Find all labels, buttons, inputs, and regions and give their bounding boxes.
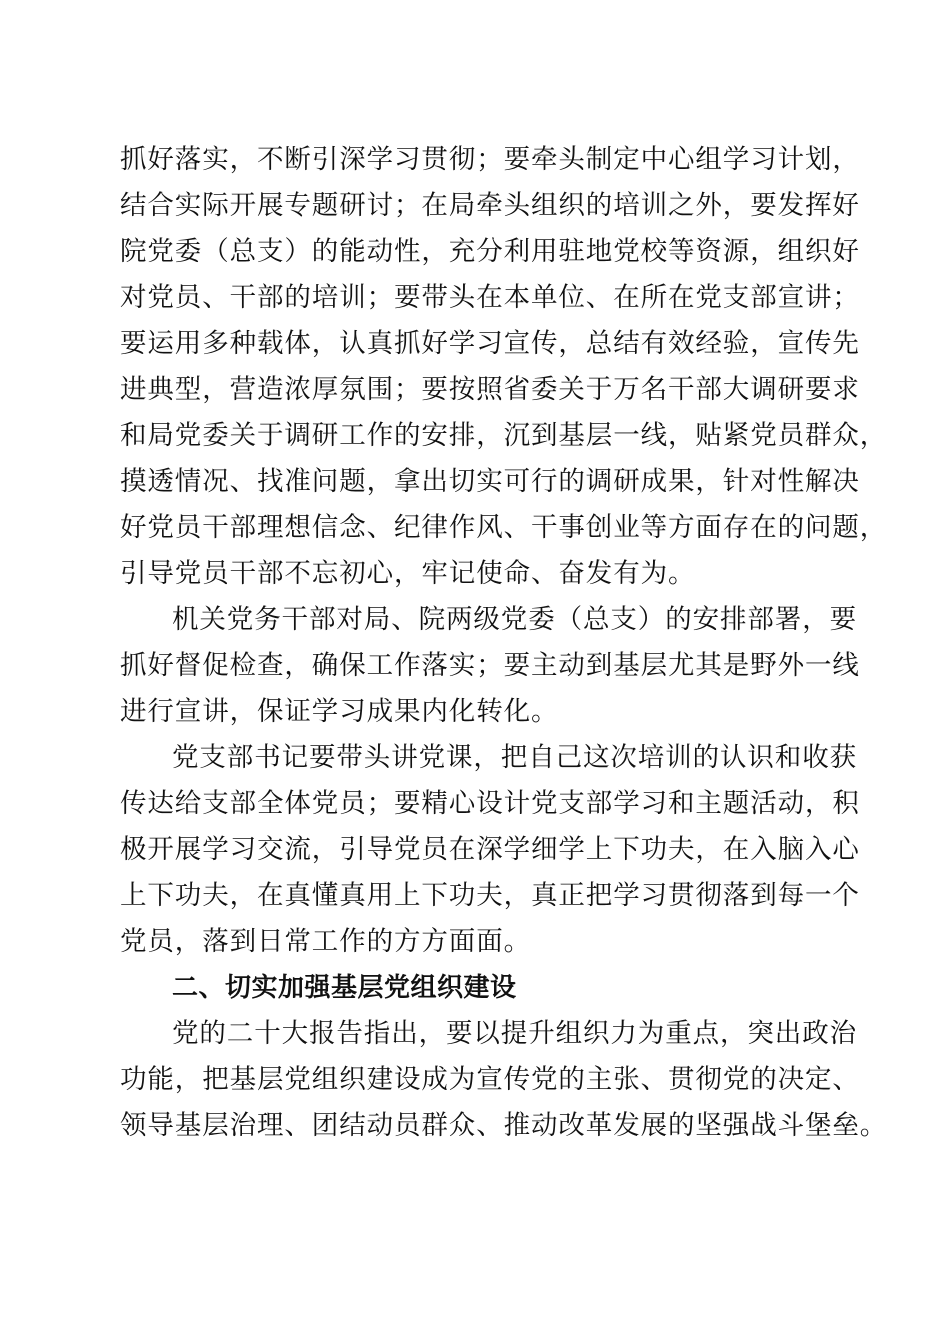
paragraph-3-line: 党支部书记要带头讲党课，把自己这次培训的认识和收获 xyxy=(172,742,857,773)
paragraph-4-line: 党的二十大报告指出，要以提升组织力为重点，突出政治 xyxy=(172,1018,857,1049)
paragraph-3-line: 上下功夫，在真懂真用上下功夫，真正把学习贯彻落到每一个 xyxy=(120,880,860,911)
paragraph-2-line: 机关党务干部对局、院两级党委（总支）的安排部署，要 xyxy=(172,604,857,635)
paragraph-2-line: 抓好督促检查，确保工作落实；要主动到基层尤其是野外一线 xyxy=(120,650,860,681)
paragraph-1-line: 对党员、干部的培训；要带头在本单位、在所在党支部宣讲； xyxy=(120,282,860,313)
paragraph-1-line: 和局党委关于调研工作的安排，沉到基层一线，贴紧党员群众， xyxy=(120,420,888,451)
paragraph-1-line: 要运用多种载体，认真抓好学习宣传，总结有效经验，宣传先 xyxy=(120,328,860,359)
paragraph-3-line: 极开展学习交流，引导党员在深学细学上下功夫，在入脑入心 xyxy=(120,834,860,865)
paragraph-1-line: 好党员干部理想信念、纪律作风、干事创业等方面存在的问题， xyxy=(120,512,888,543)
paragraph-1-line: 院党委（总支）的能动性，充分利用驻地党校等资源，组织好 xyxy=(120,236,860,267)
paragraph-1-line: 引导党员干部不忘初心，牢记使命、奋发有为。 xyxy=(120,558,696,589)
section-heading: 二、切实加强基层党组织建设 xyxy=(172,973,517,1003)
paragraph-2-line: 进行宣讲，保证学习成果内化转化。 xyxy=(120,696,559,727)
paragraph-3-line: 党员，落到日常工作的方方面面。 xyxy=(120,926,531,957)
paragraph-4-line: 领导基层治理、团结动员群众、推动改革发展的坚强战斗堡垒。 xyxy=(120,1110,888,1141)
paragraph-1-line: 抓好落实，不断引深学习贯彻；要牵头制定中心组学习计划， xyxy=(120,144,860,175)
paragraph-1-line: 结合实际开展专题研讨；在局牵头组织的培训之外，要发挥好 xyxy=(120,190,860,221)
paragraph-1-line: 进典型，营造浓厚氛围；要按照省委关于万名干部大调研要求 xyxy=(120,374,860,405)
paragraph-4-line: 功能，把基层党组织建设成为宣传党的主张、贯彻党的决定、 xyxy=(120,1064,860,1095)
paragraph-1-line: 摸透情况、找准问题，拿出切实可行的调研成果，针对性解决 xyxy=(120,466,860,497)
paragraph-3-line: 传达给支部全体党员；要精心设计党支部学习和主题活动，积 xyxy=(120,788,860,819)
